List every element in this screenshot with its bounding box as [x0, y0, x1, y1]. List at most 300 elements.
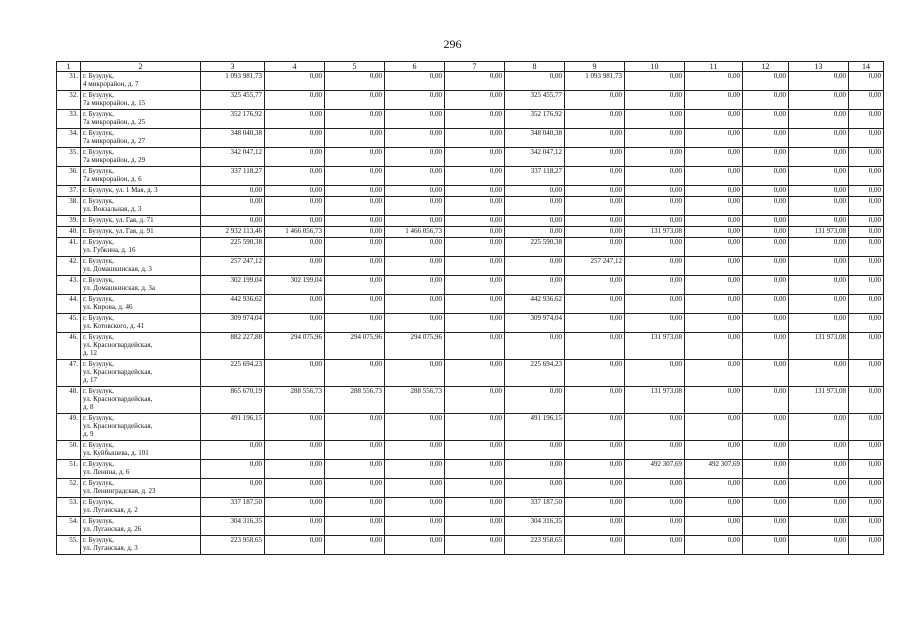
- value-cell: 0,00: [325, 148, 385, 167]
- value-cell: 0,00: [625, 257, 685, 276]
- value-cell: 0,00: [789, 197, 849, 216]
- value-cell: 0,00: [445, 295, 505, 314]
- value-cell: 0,00: [565, 167, 625, 186]
- value-cell: 325 455,77: [505, 91, 565, 110]
- value-cell: 0,00: [743, 238, 789, 257]
- value-cell: 0,00: [565, 314, 625, 333]
- value-cell: 0,00: [743, 216, 789, 227]
- value-cell: 352 176,92: [505, 110, 565, 129]
- value-cell: 0,00: [625, 129, 685, 148]
- value-cell: 0,00: [625, 238, 685, 257]
- address-cell: [81, 216, 201, 227]
- address-cell: [81, 167, 201, 186]
- table-row: [57, 110, 884, 129]
- address-line: ул. Губкина, д. 16: [83, 246, 136, 254]
- value-cell: 0,00: [445, 333, 505, 360]
- value-cell: 0,00: [849, 167, 884, 186]
- value-cell: 131 973,08: [789, 227, 849, 238]
- value-cell: 0,00: [789, 167, 849, 186]
- value-cell: 325 455,77: [201, 91, 265, 110]
- value-cell: 0,00: [743, 167, 789, 186]
- value-cell: 0,00: [325, 110, 385, 129]
- value-cell: 0,00: [505, 276, 565, 295]
- value-cell: 0,00: [445, 227, 505, 238]
- value-cell: 0,00: [789, 414, 849, 441]
- value-cell: 0,00: [505, 460, 565, 479]
- value-cell: 0,00: [445, 498, 505, 517]
- table-header: [57, 62, 884, 72]
- value-cell: 0,00: [625, 91, 685, 110]
- value-cell: 342 047,12: [201, 148, 265, 167]
- value-cell: 0,00: [325, 460, 385, 479]
- address-line: г. Бузулук,: [83, 197, 114, 205]
- value-cell: 0,00: [849, 360, 884, 387]
- address-line: г. Бузулук, ул. Гая, д. 91: [83, 227, 154, 235]
- value-cell: 0,00: [201, 479, 265, 498]
- value-cell: 309 974,04: [505, 314, 565, 333]
- address-line: ул. Котовского, д. 41: [83, 322, 145, 330]
- value-cell: 0,00: [625, 360, 685, 387]
- address-line: г. Бузулук,: [83, 167, 114, 175]
- address-line: ул. Ленина, д. 6: [83, 468, 130, 476]
- value-cell: 0,00: [743, 148, 789, 167]
- address-line: ул. Красногвардейская,: [83, 368, 153, 376]
- row-number: 55.: [57, 536, 81, 555]
- value-cell: 0,00: [325, 227, 385, 238]
- address-cell: [81, 295, 201, 314]
- value-cell: 0,00: [565, 414, 625, 441]
- table-row: [57, 216, 884, 227]
- address-line: д. 9: [83, 430, 94, 438]
- address-cell: [81, 498, 201, 517]
- value-cell: 0,00: [849, 498, 884, 517]
- value-cell: 0,00: [743, 460, 789, 479]
- value-cell: 0,00: [625, 167, 685, 186]
- table-row: [57, 314, 884, 333]
- value-cell: 0,00: [849, 333, 884, 360]
- value-cell: 0,00: [385, 460, 445, 479]
- value-cell: 0,00: [789, 460, 849, 479]
- address-cell: [81, 479, 201, 498]
- value-cell: 0,00: [445, 517, 505, 536]
- value-cell: 0,00: [743, 414, 789, 441]
- value-cell: 131 973,08: [625, 227, 685, 238]
- value-cell: 0,00: [201, 216, 265, 227]
- column-header: 3: [201, 62, 265, 72]
- address-line: 7а микрорайон, д. 29: [83, 156, 146, 164]
- value-cell: 0,00: [743, 257, 789, 276]
- address-line: г. Бузулук,: [83, 91, 114, 99]
- value-cell: 0,00: [743, 479, 789, 498]
- value-cell: 131 973,08: [625, 333, 685, 360]
- value-cell: 0,00: [565, 238, 625, 257]
- address-line: ул. Домашкинская, д. 3а: [83, 284, 155, 292]
- value-cell: 0,00: [445, 72, 505, 91]
- value-cell: 294 075,96: [325, 333, 385, 360]
- address-cell: [81, 333, 201, 360]
- value-cell: 0,00: [445, 110, 505, 129]
- value-cell: 0,00: [565, 276, 625, 295]
- address-line: г. Бузулук,: [83, 257, 114, 265]
- value-cell: 0,00: [743, 517, 789, 536]
- value-cell: 0,00: [505, 72, 565, 91]
- value-cell: 0,00: [265, 167, 325, 186]
- column-header: 10: [625, 62, 685, 72]
- value-cell: 0,00: [849, 314, 884, 333]
- value-cell: 288 556,73: [385, 387, 445, 414]
- value-cell: 302 199,04: [265, 276, 325, 295]
- value-cell: 0,00: [789, 498, 849, 517]
- value-cell: 257 247,12: [565, 257, 625, 276]
- value-cell: 342 047,12: [505, 148, 565, 167]
- value-cell: 0,00: [849, 148, 884, 167]
- address-line: 7а микрорайон, д. 15: [83, 99, 146, 107]
- value-cell: 0,00: [625, 148, 685, 167]
- header-row: [57, 62, 884, 72]
- value-cell: 0,00: [385, 186, 445, 197]
- value-cell: 0,00: [265, 360, 325, 387]
- value-cell: 0,00: [849, 536, 884, 555]
- address-cell: [81, 238, 201, 257]
- value-cell: 0,00: [743, 441, 789, 460]
- row-number: 39.: [57, 216, 81, 227]
- column-header: 8: [505, 62, 565, 72]
- value-cell: 0,00: [385, 216, 445, 227]
- value-cell: 0,00: [685, 216, 743, 227]
- value-cell: 0,00: [625, 216, 685, 227]
- address-cell: [81, 197, 201, 216]
- value-cell: 0,00: [743, 360, 789, 387]
- value-cell: 0,00: [385, 238, 445, 257]
- address-line: г. Бузулук,: [83, 414, 114, 422]
- value-cell: 0,00: [445, 314, 505, 333]
- value-cell: 348 040,38: [201, 129, 265, 148]
- value-cell: 337 118,27: [201, 167, 265, 186]
- table-row: [57, 441, 884, 460]
- row-number: 50.: [57, 441, 81, 460]
- value-cell: 2 932 113,46: [201, 227, 265, 238]
- value-cell: 0,00: [789, 238, 849, 257]
- value-cell: 0,00: [325, 517, 385, 536]
- value-cell: 0,00: [685, 257, 743, 276]
- address-line: ул. Луганская, д. 2: [83, 506, 138, 514]
- value-cell: 348 040,38: [505, 129, 565, 148]
- table-row: [57, 72, 884, 91]
- value-cell: 304 316,35: [201, 517, 265, 536]
- address-line: г. Бузулук,: [83, 314, 114, 322]
- value-cell: 0,00: [743, 387, 789, 414]
- column-header: 9: [565, 62, 625, 72]
- value-cell: 0,00: [625, 314, 685, 333]
- address-cell: [81, 148, 201, 167]
- row-number: 48.: [57, 387, 81, 414]
- row-number: 51.: [57, 460, 81, 479]
- value-cell: 257 247,12: [201, 257, 265, 276]
- value-cell: 0,00: [789, 441, 849, 460]
- address-line: ул. Вокзальная, д. 3: [83, 205, 142, 213]
- value-cell: 0,00: [265, 216, 325, 227]
- value-cell: 0,00: [505, 479, 565, 498]
- value-cell: 0,00: [685, 360, 743, 387]
- value-cell: 337 187,50: [505, 498, 565, 517]
- value-cell: 0,00: [685, 72, 743, 91]
- value-cell: 0,00: [849, 441, 884, 460]
- value-cell: 0,00: [265, 295, 325, 314]
- value-cell: 0,00: [685, 536, 743, 555]
- value-cell: 491 196,15: [505, 414, 565, 441]
- value-cell: 0,00: [685, 148, 743, 167]
- row-number: 42.: [57, 257, 81, 276]
- table-row: [57, 536, 884, 555]
- value-cell: 0,00: [201, 186, 265, 197]
- value-cell: 0,00: [325, 72, 385, 91]
- value-cell: 0,00: [325, 479, 385, 498]
- value-cell: 442 936,62: [201, 295, 265, 314]
- table-row: [57, 238, 884, 257]
- value-cell: 0,00: [265, 517, 325, 536]
- value-cell: 0,00: [565, 498, 625, 517]
- value-cell: 0,00: [849, 129, 884, 148]
- value-cell: 0,00: [685, 167, 743, 186]
- value-cell: 131 973,08: [625, 387, 685, 414]
- table-row: [57, 197, 884, 216]
- value-cell: 131 973,08: [789, 387, 849, 414]
- value-cell: 0,00: [265, 314, 325, 333]
- table-row: [57, 333, 884, 360]
- address-line: ул. Ленинградская, д. 23: [83, 487, 156, 495]
- value-cell: 0,00: [789, 536, 849, 555]
- value-cell: 0,00: [265, 441, 325, 460]
- address-line: ул. Луганская, д. 3: [83, 544, 138, 552]
- address-cell: [81, 110, 201, 129]
- row-number: 52.: [57, 479, 81, 498]
- column-header: 7: [445, 62, 505, 72]
- value-cell: 1 466 056,73: [265, 227, 325, 238]
- value-cell: 0,00: [505, 441, 565, 460]
- value-cell: 0,00: [265, 498, 325, 517]
- value-cell: 0,00: [325, 257, 385, 276]
- address-cell: [81, 186, 201, 197]
- value-cell: 0,00: [565, 110, 625, 129]
- value-cell: 225 694,23: [201, 360, 265, 387]
- value-cell: 0,00: [445, 276, 505, 295]
- value-cell: 0,00: [445, 197, 505, 216]
- value-cell: 0,00: [385, 536, 445, 555]
- value-cell: 288 556,73: [325, 387, 385, 414]
- row-number: 45.: [57, 314, 81, 333]
- row-number: 41.: [57, 238, 81, 257]
- value-cell: 0,00: [849, 414, 884, 441]
- value-cell: 0,00: [325, 216, 385, 227]
- value-cell: 0,00: [265, 197, 325, 216]
- value-cell: 0,00: [789, 186, 849, 197]
- address-cell: [81, 360, 201, 387]
- value-cell: 131 973,08: [789, 333, 849, 360]
- value-cell: 0,00: [565, 333, 625, 360]
- value-cell: 0,00: [743, 227, 789, 238]
- address-line: г. Бузулук,: [83, 129, 114, 137]
- value-cell: 0,00: [325, 498, 385, 517]
- value-cell: 0,00: [325, 276, 385, 295]
- value-cell: 0,00: [565, 460, 625, 479]
- value-cell: 0,00: [625, 536, 685, 555]
- value-cell: 0,00: [565, 295, 625, 314]
- value-cell: 0,00: [265, 148, 325, 167]
- value-cell: 0,00: [789, 148, 849, 167]
- value-cell: 0,00: [849, 227, 884, 238]
- value-cell: 0,00: [265, 72, 325, 91]
- value-cell: 0,00: [445, 479, 505, 498]
- value-cell: 0,00: [445, 129, 505, 148]
- value-cell: 0,00: [325, 197, 385, 216]
- value-cell: 0,00: [789, 216, 849, 227]
- value-cell: 223 958,65: [201, 536, 265, 555]
- address-cell: [81, 517, 201, 536]
- value-cell: 0,00: [625, 479, 685, 498]
- value-cell: 0,00: [265, 460, 325, 479]
- address-line: г. Бузулук,: [83, 360, 114, 368]
- column-header: 12: [743, 62, 789, 72]
- value-cell: 0,00: [201, 460, 265, 479]
- row-number: 31.: [57, 72, 81, 91]
- value-cell: 0,00: [325, 238, 385, 257]
- value-cell: 0,00: [565, 360, 625, 387]
- value-cell: 0,00: [385, 257, 445, 276]
- value-cell: 0,00: [849, 238, 884, 257]
- table-row: [57, 129, 884, 148]
- value-cell: 0,00: [265, 91, 325, 110]
- value-cell: 0,00: [685, 498, 743, 517]
- value-cell: 0,00: [325, 167, 385, 186]
- value-cell: 0,00: [685, 238, 743, 257]
- value-cell: 0,00: [789, 295, 849, 314]
- value-cell: 0,00: [565, 227, 625, 238]
- value-cell: 0,00: [565, 197, 625, 216]
- value-cell: 0,00: [265, 414, 325, 441]
- value-cell: 0,00: [625, 197, 685, 216]
- value-cell: 0,00: [685, 227, 743, 238]
- address-line: ул. Луганская, д. 26: [83, 525, 142, 533]
- column-header: 14: [849, 62, 884, 72]
- value-cell: 225 590,38: [505, 238, 565, 257]
- value-cell: 0,00: [789, 479, 849, 498]
- value-cell: 0,00: [385, 517, 445, 536]
- table-row: [57, 517, 884, 536]
- value-cell: 0,00: [385, 197, 445, 216]
- address-line: г. Бузулук,: [83, 333, 114, 341]
- value-cell: 0,00: [445, 441, 505, 460]
- table-row: [57, 387, 884, 414]
- table-row: [57, 91, 884, 110]
- value-cell: 0,00: [685, 129, 743, 148]
- address-cell: [81, 387, 201, 414]
- value-cell: 0,00: [445, 186, 505, 197]
- table-row: [57, 360, 884, 387]
- value-cell: 0,00: [505, 227, 565, 238]
- value-cell: 0,00: [265, 186, 325, 197]
- value-cell: 225 694,23: [505, 360, 565, 387]
- address-line: г. Бузулук, ул. Гая, д. 71: [83, 216, 154, 224]
- address-line: г. Бузулук,: [83, 238, 114, 246]
- value-cell: 0,00: [625, 72, 685, 91]
- row-number: 35.: [57, 148, 81, 167]
- value-cell: 0,00: [743, 295, 789, 314]
- address-line: ул. Куйбышева, д. 101: [83, 449, 149, 457]
- value-cell: 0,00: [265, 110, 325, 129]
- value-cell: 0,00: [385, 167, 445, 186]
- value-cell: 1 093 981,73: [565, 72, 625, 91]
- value-cell: 1 093 981,73: [201, 72, 265, 91]
- value-cell: 0,00: [265, 238, 325, 257]
- value-cell: 0,00: [385, 314, 445, 333]
- value-cell: 0,00: [445, 460, 505, 479]
- table-row: [57, 479, 884, 498]
- table-row: [57, 460, 884, 479]
- value-cell: 0,00: [201, 197, 265, 216]
- data-table: [56, 61, 884, 555]
- value-cell: 0,00: [265, 129, 325, 148]
- value-cell: 0,00: [625, 110, 685, 129]
- value-cell: 0,00: [505, 197, 565, 216]
- address-line: д. 17: [83, 376, 98, 384]
- address-cell: [81, 314, 201, 333]
- address-line: д. 8: [83, 403, 94, 411]
- value-cell: 0,00: [325, 314, 385, 333]
- value-cell: 0,00: [849, 257, 884, 276]
- value-cell: 0,00: [385, 360, 445, 387]
- column-header: 1: [57, 62, 81, 72]
- value-cell: 0,00: [625, 276, 685, 295]
- row-number: 37.: [57, 186, 81, 197]
- row-number: 44.: [57, 295, 81, 314]
- value-cell: 0,00: [201, 441, 265, 460]
- table-row: [57, 276, 884, 295]
- value-cell: 0,00: [385, 72, 445, 91]
- address-line: ул. Красногвардейская,: [83, 341, 153, 349]
- address-line: г. Бузулук,: [83, 276, 114, 284]
- value-cell: 0,00: [625, 441, 685, 460]
- address-line: д. 12: [83, 349, 98, 357]
- value-cell: 0,00: [445, 148, 505, 167]
- address-line: г. Бузулук,: [83, 460, 114, 468]
- value-cell: 492 307,69: [685, 460, 743, 479]
- value-cell: 0,00: [685, 479, 743, 498]
- value-cell: 0,00: [445, 91, 505, 110]
- row-number: 34.: [57, 129, 81, 148]
- address-cell: [81, 72, 201, 91]
- address-line: г. Бузулук,: [83, 517, 114, 525]
- value-cell: 0,00: [265, 257, 325, 276]
- value-cell: 0,00: [789, 91, 849, 110]
- value-cell: 0,00: [685, 517, 743, 536]
- value-cell: 442 936,62: [505, 295, 565, 314]
- row-number: 46.: [57, 333, 81, 360]
- value-cell: 0,00: [385, 129, 445, 148]
- value-cell: 0,00: [385, 479, 445, 498]
- column-header: 2: [81, 62, 201, 72]
- value-cell: 0,00: [849, 91, 884, 110]
- value-cell: 0,00: [685, 441, 743, 460]
- value-cell: 0,00: [685, 91, 743, 110]
- value-cell: 0,00: [565, 148, 625, 167]
- value-cell: 492 307,69: [625, 460, 685, 479]
- value-cell: 0,00: [445, 167, 505, 186]
- value-cell: 0,00: [849, 460, 884, 479]
- value-cell: 0,00: [505, 216, 565, 227]
- column-header: 13: [789, 62, 849, 72]
- address-cell: [81, 129, 201, 148]
- row-number: 36.: [57, 167, 81, 186]
